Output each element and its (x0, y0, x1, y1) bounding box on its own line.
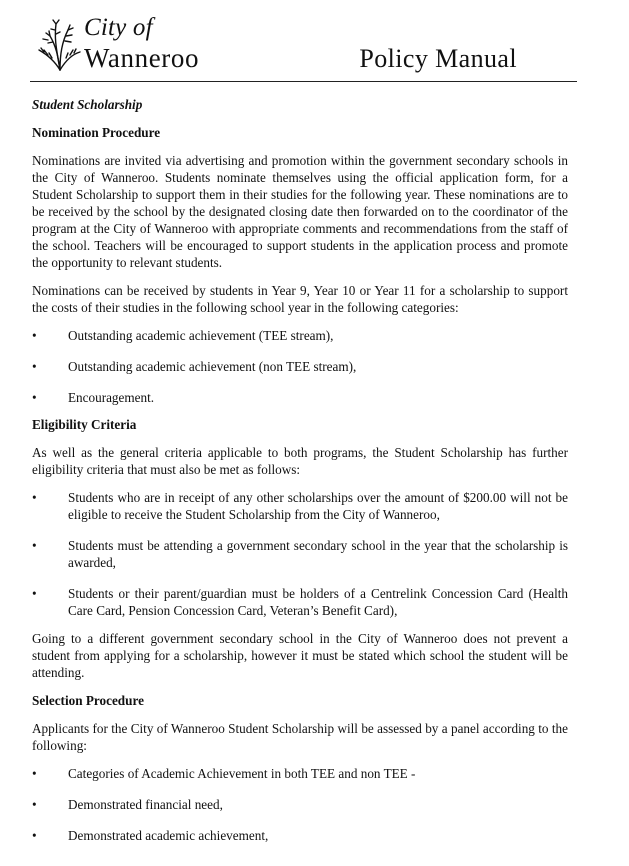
bullet-icon: • (32, 390, 37, 405)
bullet-icon: • (32, 766, 37, 781)
city-logo (36, 14, 226, 74)
list-item-text: Students must be attending a government secondary school in the year that the scholarship is awarded, (68, 538, 568, 570)
selection-paragraph-1: Applicants for the City of Wanneroo Student Scholarship will be assessed by a panel according to the following: (32, 721, 568, 753)
list-item-text: Categories of Academic Achievement in both TEE and non TEE - (68, 766, 416, 781)
eligibility-list (32, 489, 568, 619)
list-item (32, 358, 568, 375)
list-item (32, 489, 568, 523)
nomination-heading: Nomination Procedure (32, 125, 161, 140)
list-item-text: Outstanding academic achievement (non TEE stream), (68, 359, 357, 374)
eligibility-paragraph-1: As well as the general criteria applicable to both programs, the Student Scholarship has further eligibility criteria that must also be met as follows: (32, 445, 568, 477)
plant-logo-icon (36, 16, 82, 72)
nomination-paragraph-1: Nominations are invited via advertising and promotion within the government secondary schools in the City of Wanneroo. Students nominate themselves using the official application form, for a Student Scholarship to support them in their studies for the following year. These nominations are to be received by the school by the designated closing date then forwarded on to the coordinator of the program at the City of Wanneroo with appropriate comments and recommendations from the staff of the school. Teachers will be encouraged to support students in the application process and promote the opportunity to relevant students. (32, 153, 568, 270)
list-item-text: Students who are in receipt of any other scholarships over the amount of $200.00 will not be eligible to receive the Student Scholarship from the City of Wanneroo, (68, 490, 568, 522)
bullet-icon: • (32, 586, 37, 601)
list-item (32, 537, 568, 571)
bullet-icon: • (32, 359, 37, 374)
eligibility-heading: Eligibility Criteria (32, 417, 137, 432)
selection-list (32, 765, 568, 844)
logo-line-city-of: City of (84, 14, 153, 41)
eligibility-paragraph-2: Going to a different government secondary school in the City of Wanneroo does not prevent a student from applying for a scholarship, however it must be stated which school the student will be attending. (32, 631, 568, 680)
nomination-paragraph-2: Nominations can be received by students in Year 9, Year 10 or Year 11 for a scholarship to support the costs of their studies in the following school year in the following categories: (32, 283, 568, 315)
list-item-text: Students or their parent/guardian must be holders of a Centrelink Concession Card (Health Care Card, Pension Concession Card, Veteran’s Benefit Card), (68, 586, 568, 618)
list-item (32, 765, 568, 782)
bullet-icon: • (32, 828, 37, 843)
list-item (32, 389, 568, 406)
selection-heading: Selection Procedure (32, 693, 144, 708)
logo-line-wanneroo: Wanneroo (84, 43, 200, 73)
bullet-icon: • (32, 328, 37, 343)
list-item (32, 827, 568, 844)
page-header (0, 0, 629, 82)
list-item-text: Encouragement. (68, 390, 155, 405)
list-item-text: Demonstrated academic achievement, (68, 828, 269, 843)
bullet-icon: • (32, 490, 37, 505)
section-title: Student Scholarship (32, 97, 143, 112)
document-title: Policy Manual (359, 44, 517, 73)
list-item-text: Outstanding academic achievement (TEE stream), (68, 328, 334, 343)
nomination-list (32, 327, 568, 406)
list-item (32, 796, 568, 813)
bullet-icon: • (32, 538, 37, 553)
list-item-text: Demonstrated financial need, (68, 797, 223, 812)
document-body (32, 96, 568, 858)
bullet-icon: • (32, 797, 37, 812)
list-item (32, 585, 568, 619)
list-item (32, 327, 568, 344)
header-divider (30, 81, 577, 82)
